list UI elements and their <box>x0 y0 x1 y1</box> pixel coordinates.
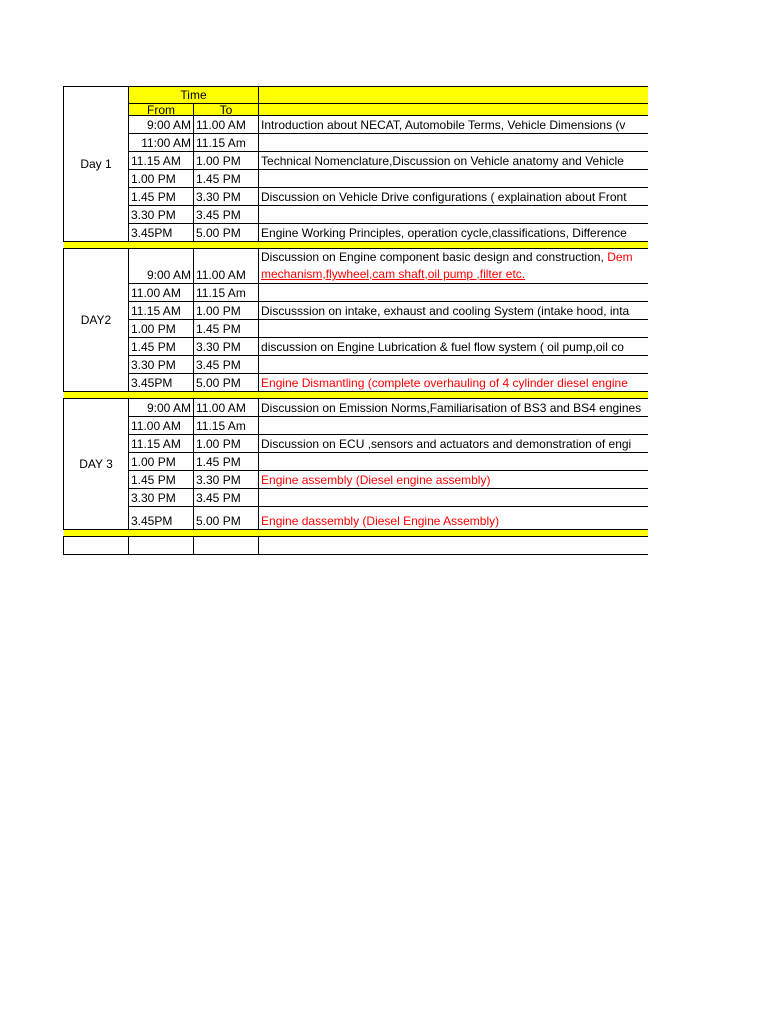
activity-header <box>259 87 648 104</box>
from-cell: 11:00 AM <box>129 134 194 152</box>
table-row <box>64 435 649 453</box>
day-3-cell: DAY 3 <box>64 399 129 530</box>
desc-text-highlight: Dem <box>607 250 633 264</box>
empty-cell <box>194 537 259 555</box>
from-cell: 1.45 PM <box>129 471 194 489</box>
from-cell: 3.30 PM <box>129 356 194 374</box>
table-row <box>64 507 649 530</box>
from-cell: 11.15 AM <box>129 302 194 320</box>
desc-cell: Engine assembly (Diesel engine assembly) <box>259 471 648 489</box>
desc-cell: Discussion on Vehicle Drive configurations ( explaination about Front <box>259 188 648 206</box>
to-cell: 5.00 PM <box>194 507 259 530</box>
from-cell: 11.00 AM <box>129 284 194 302</box>
from-cell: 9:00 AM <box>129 116 194 134</box>
desc-cell: Engine dassembly (Diesel Engine Assembly) <box>259 507 648 530</box>
to-cell: 11.00 AM <box>194 399 259 417</box>
table-row <box>64 320 649 338</box>
desc-cell <box>259 134 648 152</box>
day-2-cell: DAY2 <box>64 249 129 392</box>
desc-cell: Technical Nomenclature,Discussion on Vehicle anatomy and Vehicle <box>259 152 648 170</box>
to-cell: 3.30 PM <box>194 188 259 206</box>
table-row <box>64 356 649 374</box>
desc-text-highlight-line2: mechanism,flywheel,cam shaft,oil pump ,filter etc. <box>261 267 526 281</box>
table-row <box>64 374 649 392</box>
table-row <box>64 417 649 435</box>
desc-cell: Engine Working Principles, operation cycle,classifications, Difference <box>259 224 648 242</box>
from-cell: 3.30 PM <box>129 489 194 507</box>
desc-cell <box>259 320 648 338</box>
to-cell: 3.45 PM <box>194 489 259 507</box>
header-row-from-to <box>64 104 649 116</box>
table-row <box>64 249 649 284</box>
desc-cell <box>259 453 648 471</box>
to-header: To <box>194 104 259 116</box>
table-row <box>64 134 649 152</box>
to-cell: 11.15 Am <box>194 284 259 302</box>
to-cell: 1.45 PM <box>194 453 259 471</box>
table-row <box>64 188 649 206</box>
day-separator <box>64 392 649 399</box>
activity-subheader <box>259 104 648 116</box>
desc-cell: Engine Dismantling (complete overhauling of 4 cylinder diesel engine <box>259 374 648 392</box>
from-cell: 1.00 PM <box>129 320 194 338</box>
to-cell: 11.15 Am <box>194 417 259 435</box>
to-cell: 1.00 PM <box>194 302 259 320</box>
desc-cell <box>259 284 648 302</box>
desc-cell <box>259 417 648 435</box>
to-cell: 11.00 AM <box>194 116 259 134</box>
from-cell: 11.15 AM <box>129 152 194 170</box>
empty-cell <box>259 537 648 555</box>
from-cell: 9:00 AM <box>129 399 194 417</box>
desc-cell: discussion on Engine Lubrication & fuel flow system ( oil pump,oil co <box>259 338 648 356</box>
separator-band <box>64 392 649 399</box>
table-row <box>64 224 649 242</box>
table-row <box>64 152 649 170</box>
separator-band <box>64 530 649 537</box>
day-separator <box>64 530 649 537</box>
desc-cell <box>259 249 648 284</box>
table-row <box>64 489 649 507</box>
empty-cell <box>64 537 129 555</box>
desc-cell <box>259 170 648 188</box>
table-row <box>64 116 649 134</box>
to-cell: 3.45 PM <box>194 206 259 224</box>
from-cell: 1.45 PM <box>129 188 194 206</box>
from-cell: 3.30 PM <box>129 206 194 224</box>
from-cell: 3.45PM <box>129 224 194 242</box>
to-cell: 3.30 PM <box>194 338 259 356</box>
empty-cell <box>129 537 194 555</box>
desc-text: Discussion on Engine component basic design and construction, <box>261 250 608 264</box>
from-cell: 11.15 AM <box>129 435 194 453</box>
from-cell: 9:00 AM <box>129 249 194 284</box>
to-cell: 11.00 AM <box>194 249 259 284</box>
from-cell: 1.00 PM <box>129 453 194 471</box>
to-cell: 3.45 PM <box>194 356 259 374</box>
table-row <box>64 302 649 320</box>
day-separator <box>64 242 649 249</box>
to-cell: 11.15 Am <box>194 134 259 152</box>
table-row <box>64 453 649 471</box>
from-cell: 3.45PM <box>129 507 194 530</box>
to-cell: 5.00 PM <box>194 374 259 392</box>
to-cell: 5.00 PM <box>194 224 259 242</box>
day-1-cell: Day 1 <box>64 87 129 242</box>
to-cell: 1.45 PM <box>194 170 259 188</box>
to-cell: 1.45 PM <box>194 320 259 338</box>
table-row <box>64 206 649 224</box>
schedule-table <box>63 86 648 555</box>
to-cell: 1.00 PM <box>194 152 259 170</box>
from-cell: 1.45 PM <box>129 338 194 356</box>
desc-cell <box>259 489 648 507</box>
time-header: Time <box>129 87 259 104</box>
desc-cell: Introduction about NECAT, Automobile Terms, Vehicle Dimensions (v <box>259 116 648 134</box>
table-row <box>64 284 649 302</box>
empty-row <box>64 537 649 555</box>
separator-band <box>64 242 649 249</box>
from-cell: 1.00 PM <box>129 170 194 188</box>
desc-cell: Discussion on ECU ,sensors and actuators and demonstration of engi <box>259 435 648 453</box>
table-row <box>64 399 649 417</box>
from-cell: 11.00 AM <box>129 417 194 435</box>
to-cell: 3.30 PM <box>194 471 259 489</box>
table-row <box>64 170 649 188</box>
desc-cell: Discusssion on intake, exhaust and cooling System (intake hood, inta <box>259 302 648 320</box>
desc-cell <box>259 356 648 374</box>
from-header: From <box>129 104 194 116</box>
table-row <box>64 338 649 356</box>
desc-cell: Discussion on Emission Norms,Familiarisation of BS3 and BS4 engines <box>259 399 648 417</box>
desc-cell <box>259 206 648 224</box>
from-cell: 3.45PM <box>129 374 194 392</box>
header-row-time <box>64 87 649 104</box>
schedule-sheet <box>63 86 648 564</box>
to-cell: 1.00 PM <box>194 435 259 453</box>
table-row <box>64 471 649 489</box>
